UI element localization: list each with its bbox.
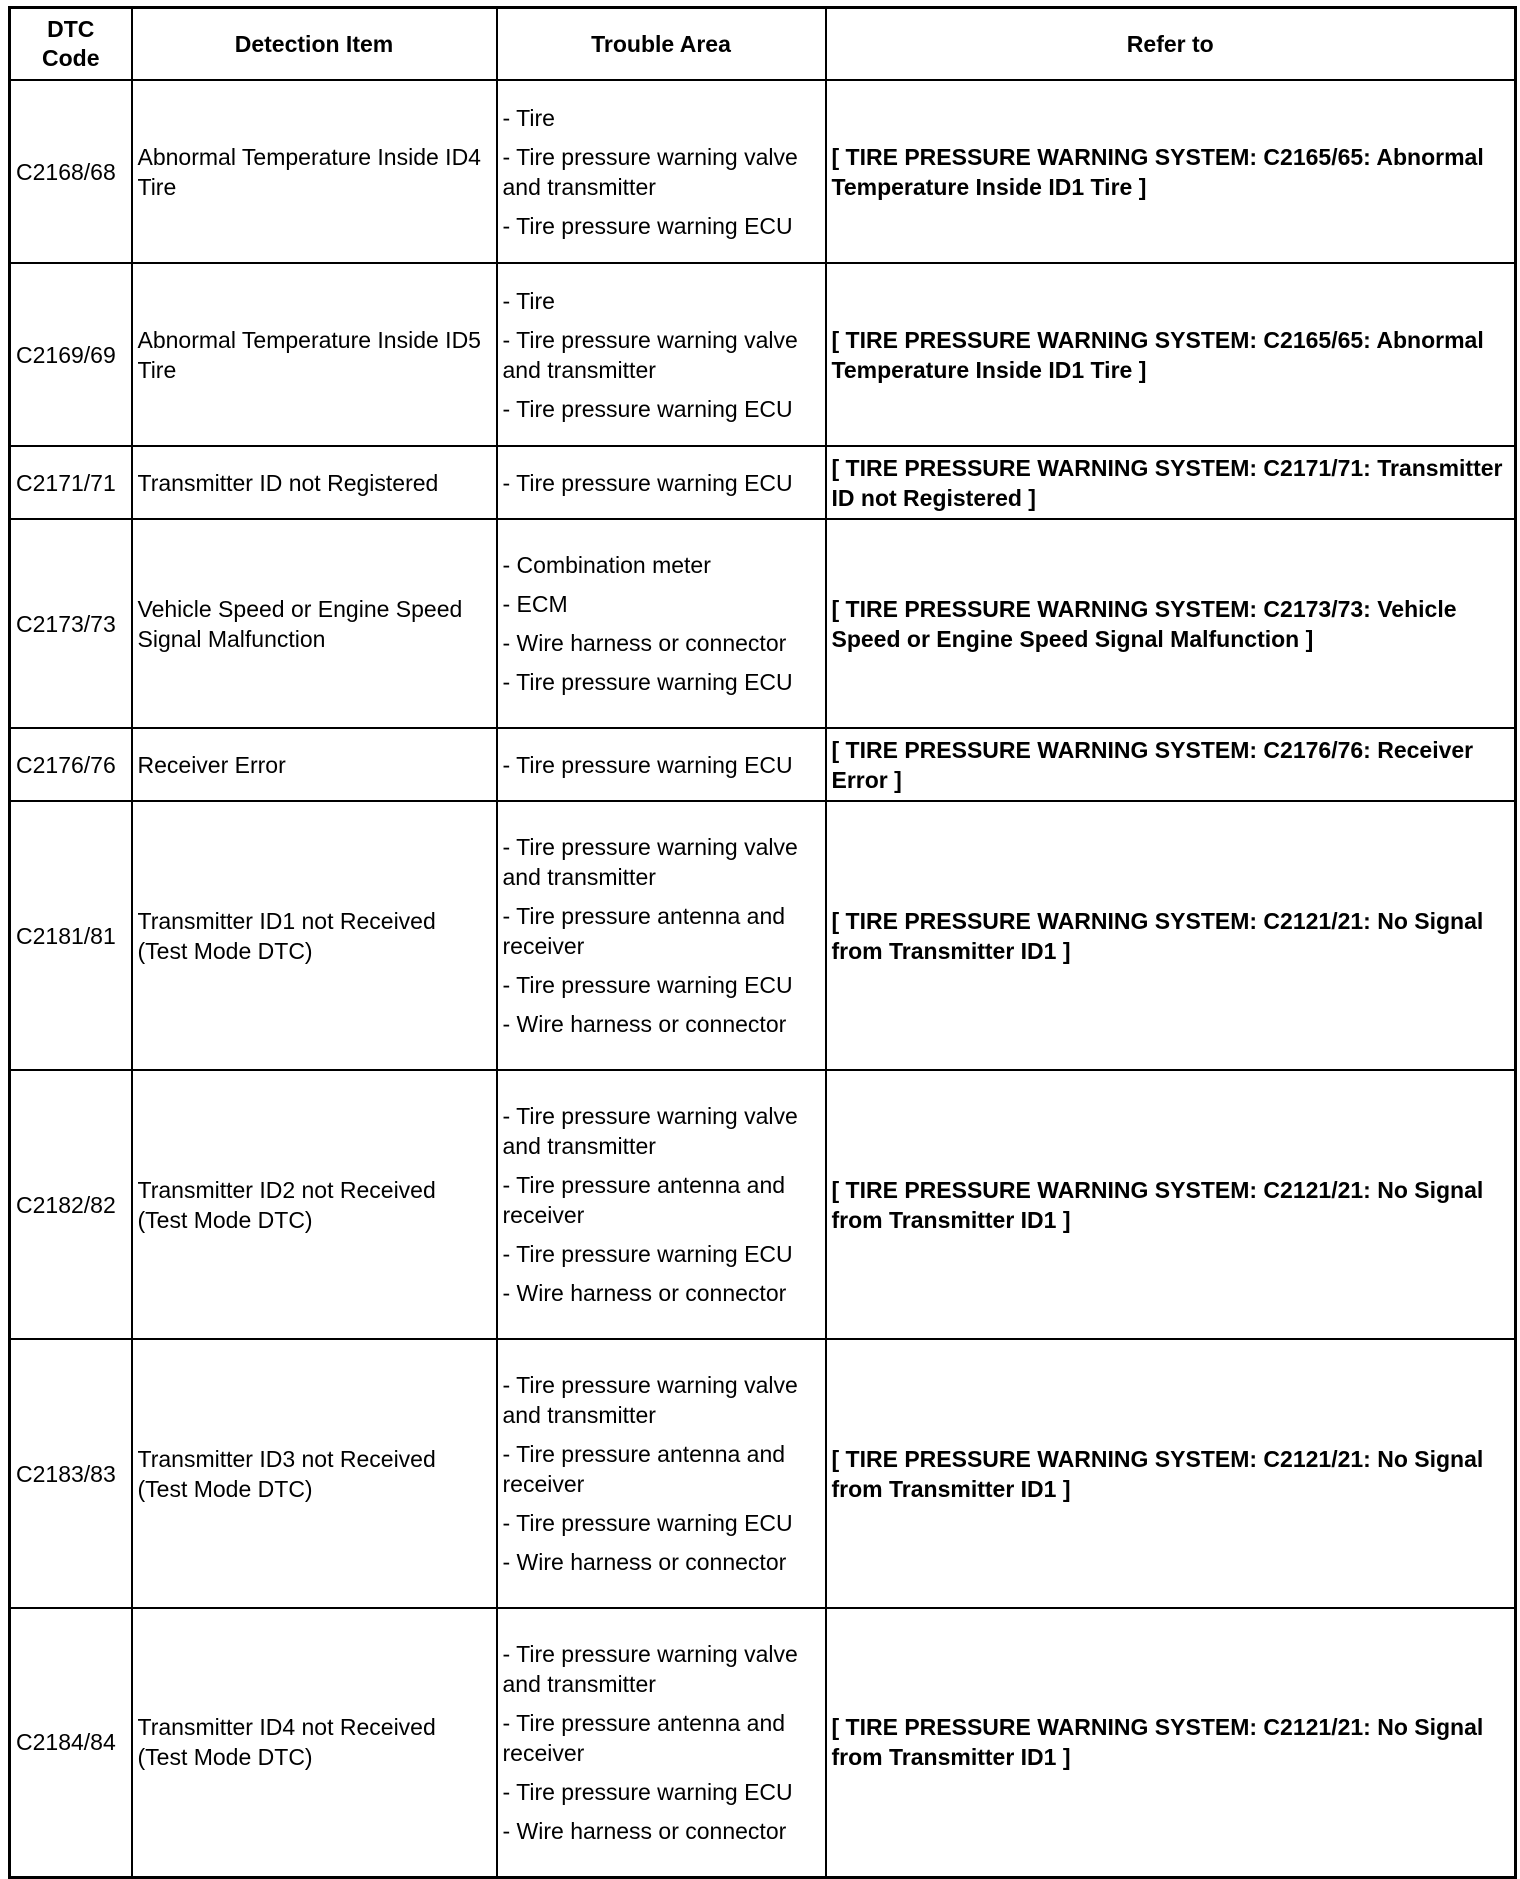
trouble-area-cell [497, 1608, 826, 1877]
trouble-area-cell [497, 80, 826, 263]
trouble-area-item: - Tire pressure warning ECU [502, 395, 793, 422]
trouble-area-item: - Tire pressure warning valve and transmitter [502, 326, 798, 383]
trouble-area-item: - Tire pressure warning valve and transmitter [502, 1372, 798, 1428]
refer-to-link[interactable]: [ TIRE PRESSURE WARNING SYSTEM: C2165/65: Abnormal Temperature Inside ID1 Tire ] [826, 263, 1516, 446]
refer-to-link[interactable]: [ TIRE PRESSURE WARNING SYSTEM: C2173/73: Vehicle Speed or Engine Speed Signal Malfunction ] [826, 519, 1516, 728]
trouble-area-cell [497, 519, 826, 728]
trouble-area-item: - Tire pressure antenna and receiver [502, 903, 786, 959]
detection-item-cell: Transmitter ID4 not Received (Test Mode DTC) [132, 1608, 497, 1877]
table-row [10, 801, 1516, 1070]
dtc-code-cell: C2169/69 [10, 263, 132, 446]
trouble-area-item: - Tire pressure warning ECU [502, 1510, 793, 1536]
table-body [10, 80, 1516, 1877]
trouble-area-cell [497, 1339, 826, 1608]
trouble-area-item: - Tire pressure warning ECU [502, 669, 793, 695]
refer-to-link[interactable]: [ TIRE PRESSURE WARNING SYSTEM: C2121/21: No Signal from Transmitter ID1 ] [826, 1339, 1516, 1608]
detection-item-cell: Transmitter ID2 not Received (Test Mode DTC) [132, 1070, 497, 1339]
detection-item-cell: Transmitter ID3 not Received (Test Mode DTC) [132, 1339, 497, 1608]
refer-to-link[interactable]: [ TIRE PRESSURE WARNING SYSTEM: C2176/76: Receiver Error ] [826, 728, 1516, 801]
refer-to-link[interactable]: [ TIRE PRESSURE WARNING SYSTEM: C2171/71: Transmitter ID not Registered ] [826, 446, 1516, 519]
dtc-code-cell: C2182/82 [10, 1070, 132, 1339]
detection-item-cell: Receiver Error [132, 728, 497, 801]
detection-item-cell: Abnormal Temperature Inside ID5 Tire [132, 263, 497, 446]
trouble-area-cell [497, 446, 826, 519]
trouble-area-item: - Wire harness or connector [502, 1817, 787, 1844]
header-detection-item: Detection Item [132, 8, 497, 81]
refer-to-link[interactable]: [ TIRE PRESSURE WARNING SYSTEM: C2121/21: No Signal from Transmitter ID1 ] [826, 1070, 1516, 1339]
trouble-area-item: - Tire pressure warning valve and transmitter [502, 143, 798, 200]
header-dtc-code: DTC Code [10, 8, 132, 81]
refer-to-link[interactable]: [ TIRE PRESSURE WARNING SYSTEM: C2121/21: No Signal from Transmitter ID1 ] [826, 801, 1516, 1070]
trouble-area-item: - Wire harness or connector [502, 1280, 787, 1306]
trouble-area-item: - Tire [502, 287, 555, 314]
trouble-area-cell [497, 728, 826, 801]
header-trouble-area: Trouble Area [497, 8, 826, 81]
trouble-area-item: - Tire pressure antenna and receiver [502, 1441, 786, 1497]
trouble-area-item: - Tire pressure warning valve and transmitter [502, 834, 798, 890]
table-row [10, 728, 1516, 801]
table-row [10, 519, 1516, 728]
dtc-code-cell: C2181/81 [10, 801, 132, 1070]
trouble-area-item: - Wire harness or connector [502, 1011, 787, 1037]
dtc-code-cell: C2171/71 [10, 446, 132, 519]
detection-item-cell: Transmitter ID not Registered [132, 446, 497, 519]
trouble-area-item: - Tire pressure warning ECU [502, 469, 793, 496]
detection-item-cell: Abnormal Temperature Inside ID4 Tire [132, 80, 497, 263]
detection-item-cell: Vehicle Speed or Engine Speed Signal Malfunction [132, 519, 497, 728]
trouble-area-item: - Wire harness or connector [502, 1549, 787, 1575]
trouble-area-cell [497, 801, 826, 1070]
trouble-area-item: - Tire [502, 104, 555, 131]
table-row [10, 80, 1516, 263]
trouble-area-item: - Tire pressure warning valve and transmitter [502, 1103, 798, 1159]
refer-to-link[interactable]: [ TIRE PRESSURE WARNING SYSTEM: C2165/65: Abnormal Temperature Inside ID1 Tire ] [826, 80, 1516, 263]
trouble-area-item: - Tire pressure warning valve and transmitter [502, 1640, 798, 1697]
dtc-code-cell: C2168/68 [10, 80, 132, 263]
detection-item-cell: Transmitter ID1 not Received (Test Mode DTC) [132, 801, 497, 1070]
dtc-code-cell: C2183/83 [10, 1339, 132, 1608]
trouble-area-item: - Tire pressure warning ECU [502, 1778, 793, 1805]
trouble-area-item: - Wire harness or connector [502, 630, 787, 656]
table-row [10, 1339, 1516, 1608]
table-header-row [10, 8, 1516, 81]
table-row [10, 446, 1516, 519]
table-row [10, 1608, 1516, 1877]
dtc-code-cell: C2184/84 [10, 1608, 132, 1877]
table-row [10, 263, 1516, 446]
trouble-area-item: - Tire pressure antenna and receiver [502, 1709, 786, 1766]
trouble-area-item: - Tire pressure warning ECU [502, 212, 793, 239]
trouble-area-cell [497, 263, 826, 446]
header-refer-to: Refer to [826, 8, 1516, 81]
dtc-table [8, 6, 1517, 1879]
trouble-area-item: - Tire pressure warning ECU [502, 1241, 793, 1267]
dtc-code-cell: C2173/73 [10, 519, 132, 728]
trouble-area-item: - Tire pressure warning ECU [502, 972, 793, 998]
refer-to-link[interactable]: [ TIRE PRESSURE WARNING SYSTEM: C2121/21: No Signal from Transmitter ID1 ] [826, 1608, 1516, 1877]
trouble-area-item: - Tire pressure antenna and receiver [502, 1172, 786, 1228]
dtc-code-cell: C2176/76 [10, 728, 132, 801]
table-row [10, 1070, 1516, 1339]
trouble-area-item: - ECM [502, 591, 568, 617]
trouble-area-cell [497, 1070, 826, 1339]
trouble-area-item: - Tire pressure warning ECU [502, 751, 793, 778]
trouble-area-item: - Combination meter [502, 552, 711, 578]
